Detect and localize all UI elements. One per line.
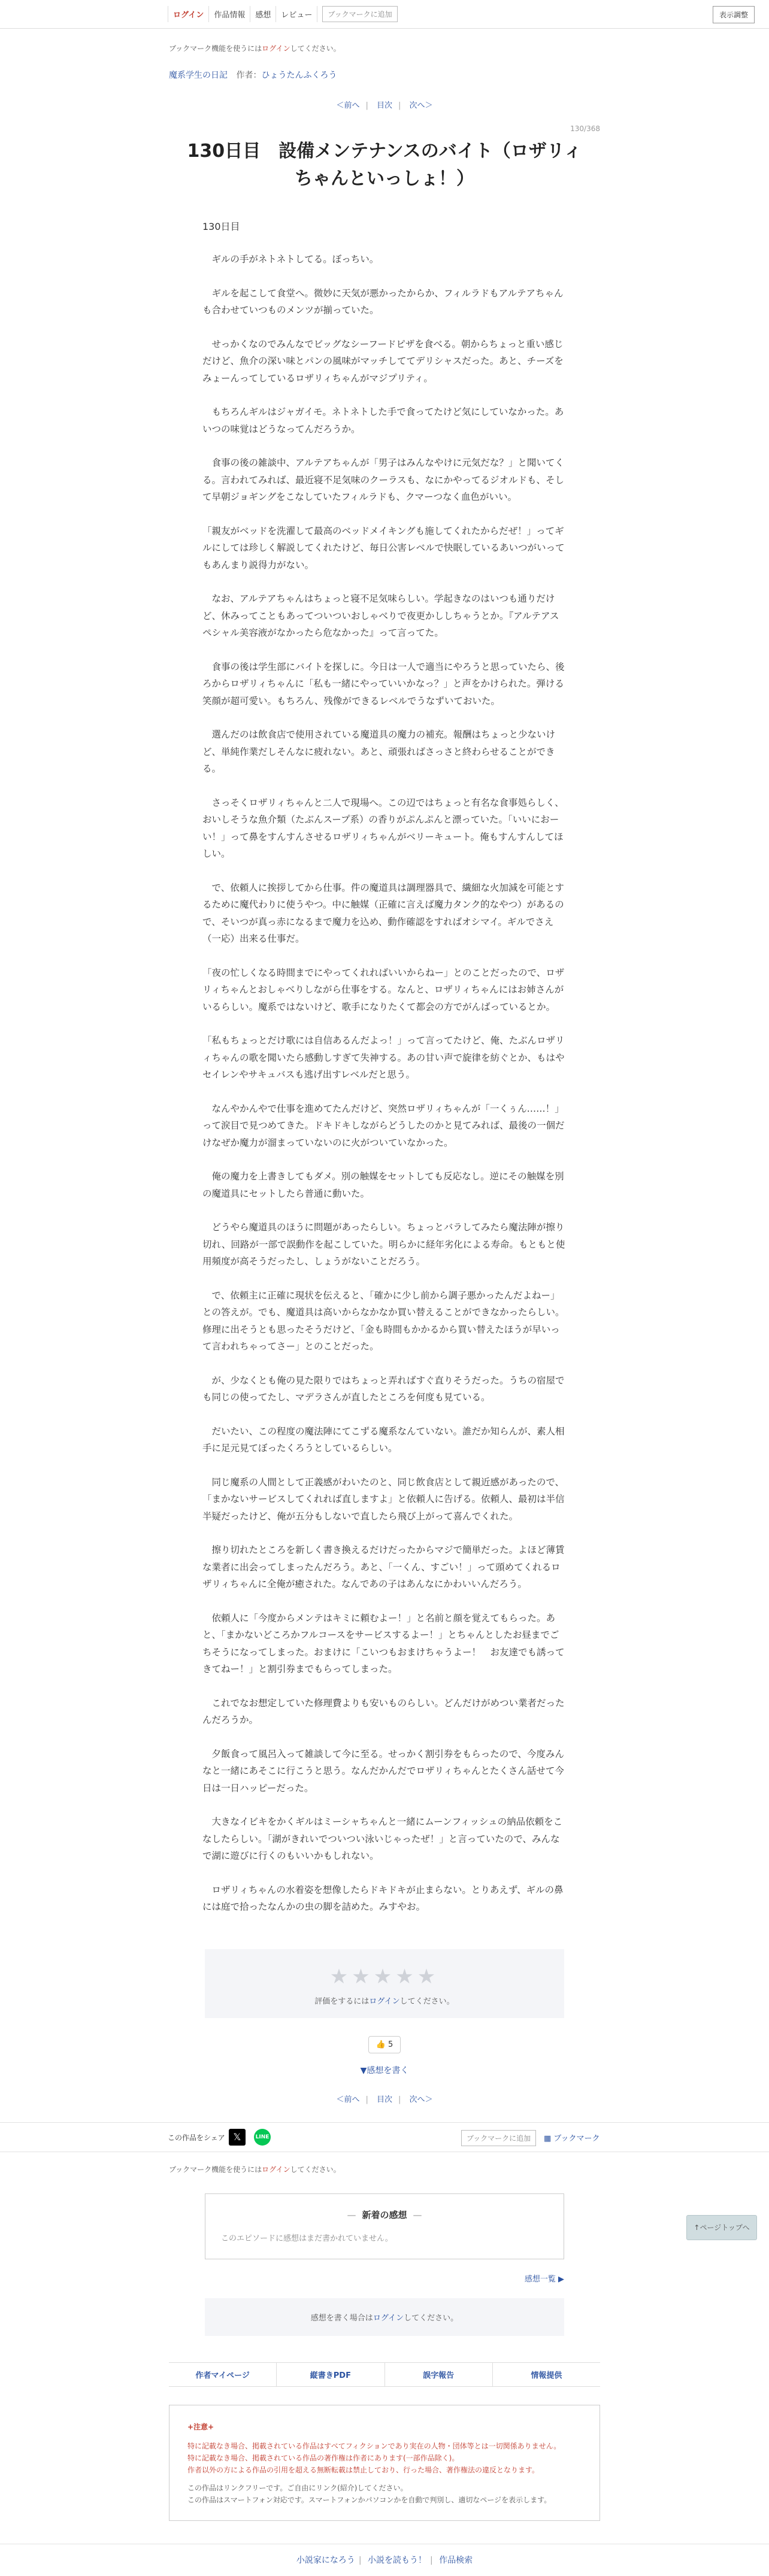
typo-report-link[interactable]: 誤字報告 [385, 2363, 493, 2386]
body-paragraph: 依頼人に「今度からメンテはキミに頼むよー！」と名前と顔を覚えてもらった。あと、「まかないどころかフルコースをサービスするよー！」とちゃんとしたお昼までごちそうになってしまった。おまけに「こいつもおまけちゃうよー！ お友達でも誘ってきてねー！」と割引券までもらってしまった。 [202, 1612, 565, 1674]
episode-pager-top: ＜前へ | 目次 | 次へ＞ [336, 101, 433, 110]
body-paragraph: で、依頼人に挨拶してから仕事。件の魔道具は調理器具で、繊細な火加減を可能とするために魔代わりに使うやつ。中に触媒（正確に言えば魔力タンク的なやつ）があるので、そいつが真っ赤になるまで魔力を込め、動作確認をすればオシマイ。ギルでさえ（一応）出来る仕事だ。 [202, 882, 564, 944]
body-paragraph: だいたい、この程度の魔法陣にてこずる魔系なんていない。誰だか知らんが、素人相手に足元見てぼったくろうとしているらしい。 [202, 1425, 565, 1454]
write-review-toggle-wrap [0, 2064, 769, 2076]
review-list-link[interactable]: 感想一覧 ▶ [524, 2274, 564, 2284]
new-reviews-panel [205, 2193, 564, 2259]
rating-note-suffix: してください。 [399, 1997, 455, 2006]
bookmark-note-suffix-bottom: してください。 [290, 2165, 341, 2174]
narou-link[interactable]: 小説家になろう [296, 2555, 355, 2565]
notice-fiction: 特に記載なき場合、掲載されている作品はすべてフィクションであり実在の人物・団体等とは一切関係ありません。 [187, 2441, 561, 2450]
display-settings-button[interactable]: 表示調整 [713, 6, 755, 23]
body-paragraph: 「私もちょっとだけ歌には自信あるんだよっ！」って言ってたけど、俺、たぶんロザリィちゃんの歌を聞いたら感動しすぎて失神する。あの甘い声で旋律を紡ぐとか、もはやセイレンやサキュバスも逃げ出すレベルだと思う。 [202, 1035, 565, 1080]
write-review-toggle[interactable]: ▼感想を書く [360, 2065, 409, 2076]
bookmark-note-login-link-bottom[interactable]: ログイン [262, 2165, 290, 2174]
new-reviews-heading [221, 2208, 548, 2221]
episode-body [169, 251, 600, 1916]
bookmark-add-button-bottom[interactable]: ブックマークに追加 [461, 2130, 536, 2146]
author-link[interactable]: ひょうたんふくろう [261, 71, 337, 80]
body-paragraph: さっそくロザリィちゃんと二人で現場へ。この辺ではちょっと有名な食事処らしく、おいしそうな魚介類（たぶんスープ系）の香りがぷんぷんと漂っていた。「いいにおーい！」って鼻をすんすんさせるロザリィちゃんがベリーキュート。俺もすんすんしてほしい。 [202, 797, 564, 859]
body-paragraph: で、依頼主に正確に現状を伝えると、「確かに少し前から調子悪かったんだよねー」との答えが。でも、魔道具は高いからなかなか買い替えることができなかったらしい。修理に出そうとも思ったそうだけど、「金も時間もかかるから買い替えたほうが早いって言われちゃってさー」とのことだった。 [202, 1289, 565, 1352]
work-info-link[interactable]: 作品情報 [209, 6, 250, 22]
x-share-icon[interactable]: 𝕏 [229, 2129, 246, 2146]
rating-login-link[interactable]: ログイン [369, 1997, 400, 2006]
body-paragraph: 俺の魔力を上書きしてもダメ。別の触媒をセットしても反応なし。逆にその触媒を別の魔道具にセットしたら普通に動いた。 [202, 1171, 564, 1199]
reviews-link[interactable]: レビュー [276, 6, 317, 22]
lower-content [169, 2164, 600, 2174]
body-paragraph: ロザリィちゃんの水着姿を想像したらドキドキが止まらない。とりあえず、ギルの鼻には庭で拾ったなんかの虫の脚を詰めた。みすやお。 [202, 1884, 564, 1912]
episode-title: 130日目 設備メンテナンスのバイト（ロザリィちゃんといっしょ！） [187, 141, 582, 189]
prev-episode-link-bottom[interactable]: ＜前へ [336, 2095, 360, 2104]
page-top-button[interactable]: ↑ページトップへ [686, 2215, 757, 2240]
body-paragraph: 同じ魔系の人間として正義感がわいたのと、同じ飲食店として親近感があったので、「まかないサービスしてくれれば直しますよ」と依頼人に告げる。依頼人、最初は半信半疑だったけど、俺が五分もしないで直したら飛び上がって喜んでくれた。 [202, 1476, 565, 1522]
toc-link[interactable]: 目次 [376, 101, 392, 110]
info-provide-link[interactable]: 情報提供 [531, 2371, 562, 2380]
vertical-pdf-link[interactable]: 縦書きPDF [277, 2363, 384, 2386]
bottom-bar: 小説家になろう | 小説を読もう！ | 作品検索 [0, 2544, 769, 2576]
body-paragraph: どうやら魔道具のほうに問題があったらしい。ちょっとバラしてみたら魔法陣が擦り切れ、回路が一部で誤動作を起こしていた。明らかに経年劣化による寿命。もともと使用頻度が高そうだったし、しょうがないことだろう。 [202, 1222, 565, 1267]
like-button[interactable] [368, 2036, 401, 2053]
body-paragraph: なんやかんやで仕事を進めてたんだけど、突然ロザリィちゃんが「一くぅん……！」って涙目で見つめてきた。ドキドキしながらどうしたのかと見てみれば、最後の一個だけなぜか魔力が溜まっていないのに火がついていなかった。 [202, 1103, 565, 1148]
top-navigation-bar [0, 0, 769, 29]
review-list-link-wrap [205, 2272, 564, 2284]
bookmark-note-suffix: してください。 [290, 44, 341, 53]
body-paragraph: 大きなイビキをかくギルはミーシャちゃんと一緒にムーンフィッシュの納品依頼をこなしたらしい。「湖がきれいでついつい泳いじゃったぜ！」と言っていたので、みんなで湖に遊びに行くのもいいかもしれない。 [202, 1816, 563, 1861]
like-area [0, 2036, 769, 2053]
yomou-link[interactable]: 小説を読もう！ [368, 2555, 426, 2565]
review-note-prefix: 感想を書く場合は [310, 2313, 373, 2323]
body-paragraph: ギルの手がネトネトしてる。ぼっちい。 [202, 254, 379, 265]
bookmark-add-button-disabled[interactable]: ブックマークに追加 [322, 6, 397, 22]
rating-panel [205, 1949, 564, 2018]
body-paragraph: ギルを起こして食堂へ。微妙に天気が悪かったからか、フィルラドもアルテアちゃんも合わせていつものメンツが揃っていた。 [202, 287, 564, 315]
no-reviews-message: このエピソードに感想はまだ書かれていません。 [221, 2234, 393, 2243]
series-title-link[interactable]: 魔系学生の日記 [169, 71, 228, 80]
author-mypage-link[interactable]: 作者マイページ [169, 2363, 277, 2386]
notice-copyright: 特に記載なき場合、掲載されている作品の著作権は作者にあります(一部作品除く)。 [187, 2453, 459, 2462]
share-label: この作品をシェア [168, 2133, 225, 2142]
notice-smartphone: この作品はスマートフォン対応です。スマートフォンかパソコンかを自動で判別し、適切なページを表示します。 [187, 2495, 552, 2504]
episode-pager-bottom: ＜前へ | 目次 | 次へ＞ [336, 2095, 433, 2104]
new-reviews-title: 新着の感想 [362, 2209, 407, 2220]
login-link[interactable]: ログイン [168, 6, 209, 22]
episode-count: 130/368 [570, 125, 600, 133]
rating-login-note [205, 1995, 564, 2006]
main-content [169, 43, 600, 1916]
footer-links [169, 2362, 600, 2387]
author-label: 作者： [236, 71, 262, 80]
thumbs-up-icon: 👍 [376, 2040, 386, 2049]
bookmark-link[interactable]: ▦ ブックマーク [544, 2134, 600, 2143]
write-review-login-panel [205, 2298, 564, 2336]
notice-link-free: この作品はリンクフリーです。ご自由にリンク(紹介)してください。 [187, 2483, 408, 2492]
notice-heading: +注意+ [187, 2422, 214, 2431]
body-paragraph: 食事の後は学生部にバイトを探しに。今日は一人で適当にやろうと思っていたら、後ろからロザリィちゃんに「私も一緒にやっていいかなっ？」と声をかけられた。弾ける笑顔が超可愛い。もちろん、残像ができるレベルでうなずいておいた。 [202, 661, 565, 706]
body-paragraph: 食事の後の雑談中、アルテアちゃんが「男子はみんなやけに元気だな？」と聞いてくる。言われてみれば、最近寝不足気味のクーラスも、なにかやってるジオルドも、そして早朝ジョギングをこなしていたフィルラドも、クマーつなく血色がいい。 [202, 457, 565, 502]
work-search-link[interactable]: 作品検索 [439, 2555, 473, 2565]
share-bar [0, 2122, 769, 2152]
body-paragraph: 夕飯食って風呂入って雑談して今に至る。せっかく割引券をもらったので、今度みんなと一緒にあそこに行こうと思う。なんだかんだでロザリィちゃんとたくさん話せて今日は一日ハッピーだった。 [202, 1748, 564, 1794]
bookmark-login-note [169, 43, 600, 53]
top-nav-links [168, 6, 398, 22]
impressions-link[interactable]: 感想 [250, 6, 276, 22]
notice-box [169, 2405, 600, 2521]
body-paragraph: 擦り切れたところを新しく書き換えるだけだったからマジで簡単だった。よほど薄賃な業者に出会ってしまったんだろう。あと、「一くん、すごい！」って頭めてくれるロザリィちゃんに全俺が癒された。なんであの子はあんなにかわいいんだろう。 [202, 1545, 565, 1589]
review-note-suffix: してください。 [404, 2313, 459, 2323]
bookmark-note-prefix-bottom: ブックマーク機能を使うには [169, 2165, 262, 2174]
notice-reprint: 作者以外の方による作品の引用を超える無断転載は禁止しており、行った場合、著作権法の違反となります。 [187, 2465, 540, 2474]
bookmark-note-login-link[interactable]: ログイン [262, 44, 290, 53]
heading-dash-right: — [413, 2209, 422, 2220]
line-share-icon[interactable]: LINE [254, 2129, 271, 2146]
body-paragraph: 選んだのは飲食店で使用されている魔道具の魔力の補充。報酬はちょっと少ないけど、単純作業だしそんなに疲れない。あと、頑張ればさっさと終わらせることができる。 [202, 729, 556, 774]
body-paragraph: 「親友がベッドを洗濯して最高のベッドメイキングも施してくれたからだぜ！」ってギルにしては珍しく解説してくれたけど、毎日公害レベルで快眠しているあいつがいってもあんまり説得力がない。 [202, 525, 565, 571]
body-paragraph: もちろんギルはジャガイモ。ネトネトした手で食ってたけど気にしていなかった。あいつの味覚はどうなってんだろうか。 [202, 406, 564, 435]
episode-subtitle: 130日目 [202, 221, 240, 232]
review-login-link[interactable]: ログイン [373, 2313, 404, 2323]
heading-dash-left: — [347, 2209, 356, 2220]
next-episode-link[interactable]: 次へ＞ [409, 101, 433, 110]
rating-stars[interactable]: ★★★★★ [329, 1964, 440, 1989]
bookmark-login-note-bottom [169, 2164, 600, 2174]
body-paragraph: なお、アルテアちゃんはちょっと寝不足気味らしい。学起きなのはいつも通りだけど、休みってこともあってついついおしゃべりで夜更かししちゃうとか。『アルテアスペシャル美容液がなかったら危なかった』って言ってた。 [202, 593, 559, 638]
like-count: 5 [388, 2040, 393, 2049]
prev-episode-link[interactable]: ＜前へ [336, 101, 360, 110]
body-paragraph: これでなお想定していた修理費よりも安いものらしい。どんだけがめつい業者だったんだろうか。 [202, 1697, 565, 1725]
series-info [169, 69, 600, 81]
body-paragraph: が、少なくとも俺の見た限りではちょっと弄ればすぐ直りそうだった。うちの宿屋でも同じの使ってたし、マデラさんが直したところを何度も見ている。 [202, 1375, 565, 1403]
body-paragraph: せっかくなのでみんなでビッグなシーフードピザを食べる。朝からちょっと重い感じだけど、魚介の深い味とパンの風味がマッチしててデリシャスだった。あと、チーズをみょーんってしているロザリィちゃんがマジプリティ。 [202, 338, 564, 384]
bookmark-note-prefix: ブックマーク機能を使うには [169, 44, 262, 53]
toc-link-bottom[interactable]: 目次 [376, 2095, 392, 2104]
rating-note-prefix: 評価をするには [314, 1997, 370, 2006]
body-paragraph: 「夜の忙しくなる時間までにやってくれればいいからねー」とのことだったので、ロザリィちゃんとおしゃべりしながら仕事をする。なんと、ロザリィちゃんにはお姉さんがいるらしい。魔系ではないけど、歌手になりたくて都会の方でがんばっているとか。 [202, 967, 565, 1012]
next-episode-link-bottom[interactable]: 次へ＞ [409, 2095, 433, 2104]
